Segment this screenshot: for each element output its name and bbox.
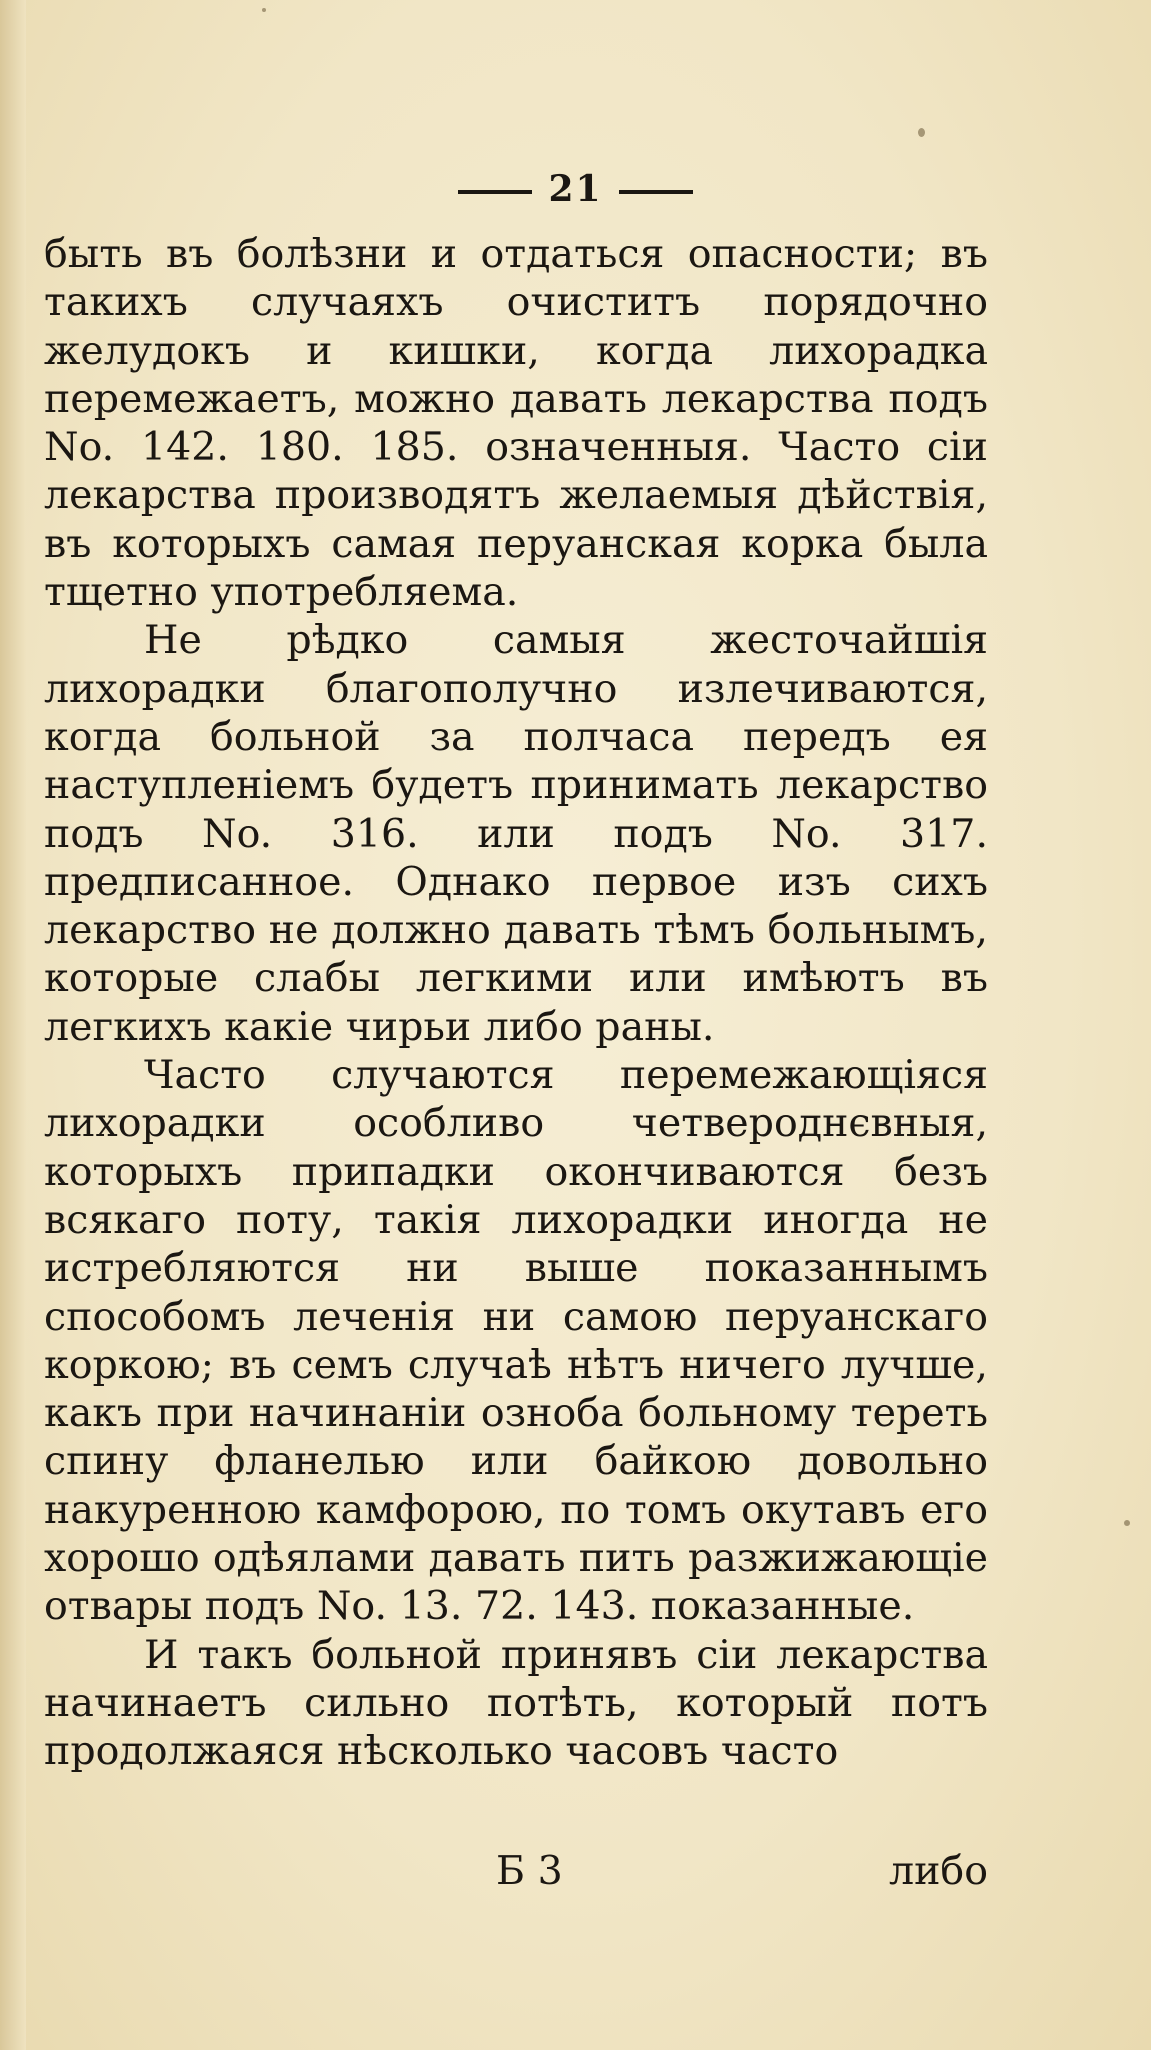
page-number: 21 xyxy=(548,168,603,210)
paragraph-2: Не рѣдко самыя жесточайшія лихорадки благополучно излечиваются, когда больной за полчаса передъ ея наступленіемъ будетъ принимать лекарство подъ No. 316. или подъ No. 317. предписанное. Однако первое изъ сихъ лекарство не должно давать тѣмъ больнымъ, которые слабы легкими или имѣютъ въ легкихъ какіе чирьи либо раны. xyxy=(44,617,988,1050)
paragraph-4: И такъ больной принявъ сіи лекарства начинаетъ сильно потѣть, который потъ продолжаяся нѣсколько часовъ часто xyxy=(44,1631,988,1775)
paper-speck xyxy=(918,128,925,137)
paper-speck xyxy=(1124,1520,1130,1526)
paragraph-3: Часто случаются перемежающіяся лихорадки особливо четвероднєвныя, которыхъ припадки окончиваются безъ всякаго поту, такія лихорадки иногда не истребляются ни выше показаннымъ способомъ леченія ни самою перуанскаго коркою; въ семъ случаѣ нѣтъ ничего лучше, какъ при начинаніи озноба больному тереть спину фланелью или байкою довольно накуренною камфорою, по томъ окутавъ его хорошо одѣялами давать пить разжижающіе отвары подъ No. 13. 72. 143. показанные. xyxy=(44,1052,988,1630)
header-dash-left xyxy=(458,190,532,194)
paragraph-1: быть въ болѣзни и отдаться опасности; въ такихъ случаяхъ очиститъ порядочно желудокъ и кишки, когда лихорадка перемежаетъ, можно давать лекарства подъ No. 142. 180. 185. означенныя. Часто сіи лекарства производятъ желаемыя дѣйствія, въ которыхъ самая перуанская корка была тщетно употребляема. xyxy=(44,231,988,616)
page-binding-edge xyxy=(0,0,26,2050)
body-text xyxy=(44,230,988,1776)
catchword: либо xyxy=(889,1848,988,1894)
page-footer xyxy=(44,1848,988,1900)
page-header xyxy=(0,168,1151,210)
signature-mark: Б 3 xyxy=(496,1848,563,1894)
paper-speck xyxy=(262,8,266,12)
header-dash-right xyxy=(619,190,693,194)
